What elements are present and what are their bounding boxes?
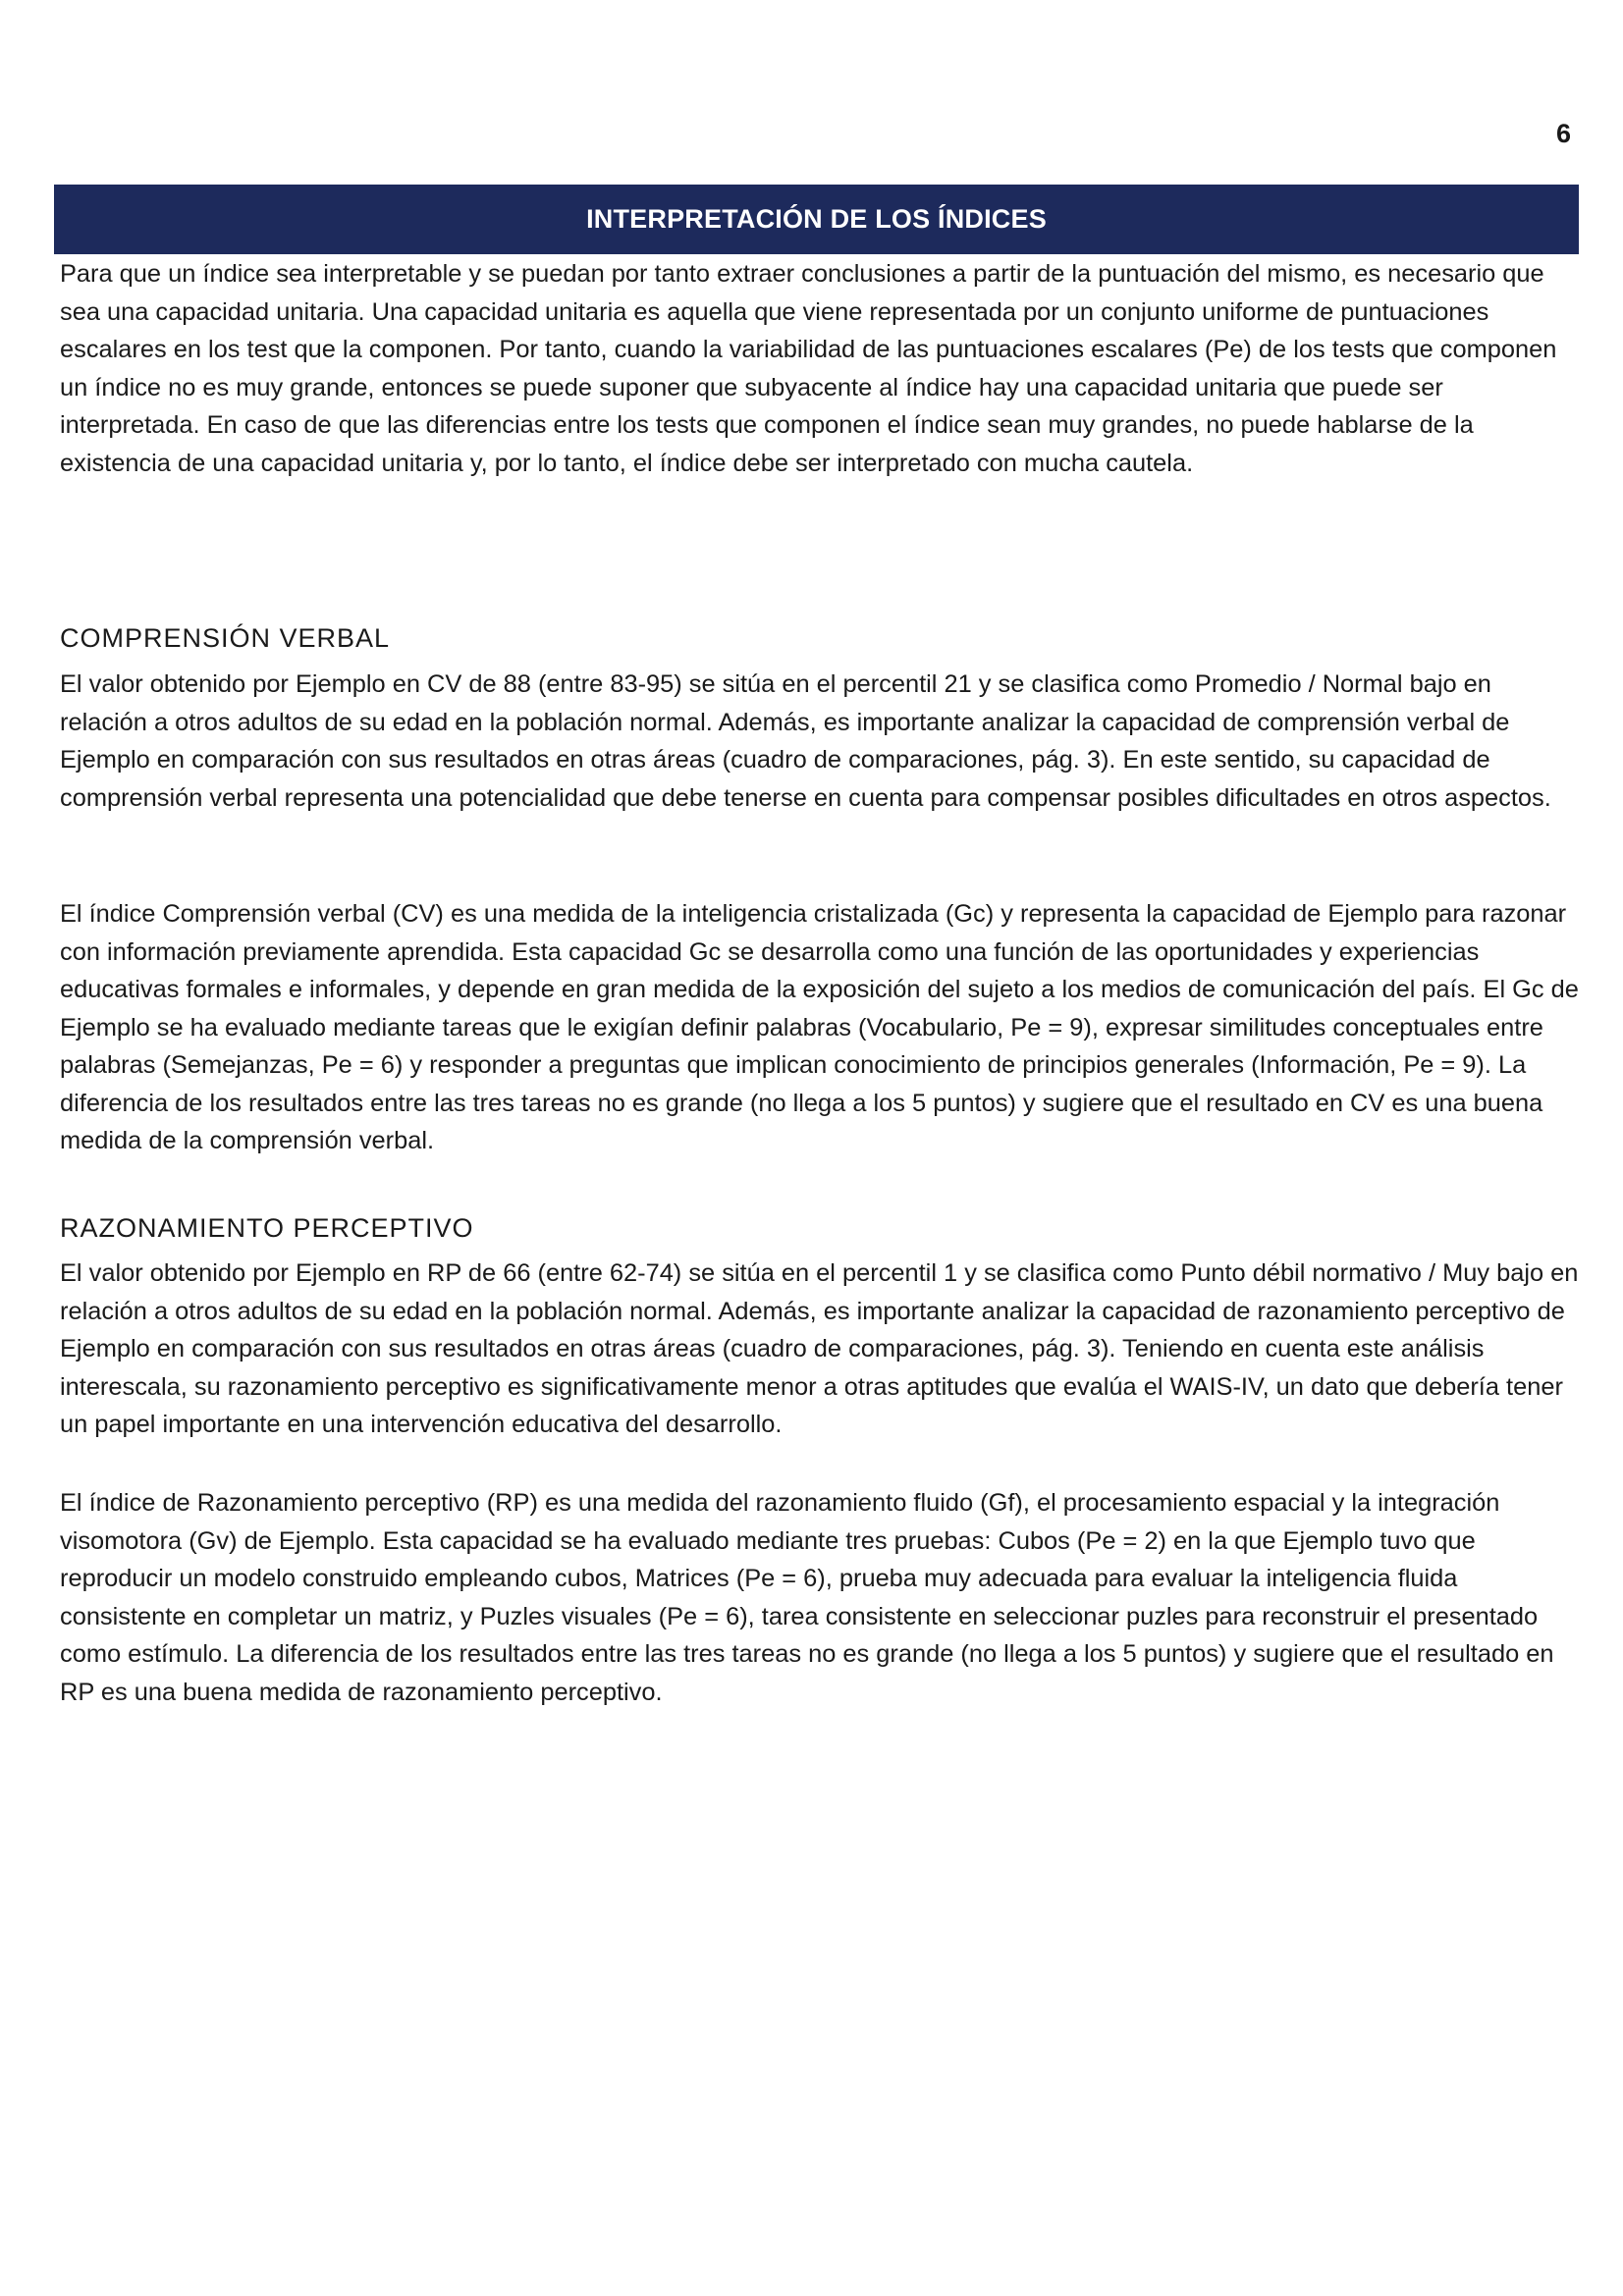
intro-text: Para que un índice sea interpretable y se puedan por tanto extraer conclusiones a partir de la puntuación del mismo, es necesario que sea una capacidad unitaria. Una capacidad unitaria es aquella que viene representada por un conjunto uniforme de puntuaciones escalares en los test que la componen. Por tanto, cuando la variabilidad de las puntuaciones escalares (Pe) de los tests que componen un índice no es muy grande, entonces se puede suponer que subyacente al índice hay una capacidad unitaria que puede ser interpretada. En caso de que las diferencias entre los tests que componen el índice sean muy grandes, no puede hablarse de la existencia de una capacidad unitaria y, por lo tanto, el índice debe ser interpretado con mucha cautela. [60,260,1557,477]
section-body-comprension-verbal [60,666,1579,817]
section-body-comprension-verbal-2 [60,895,1579,1160]
section-header-bar [54,185,1579,254]
intro-paragraph [60,255,1579,482]
paragraph: El índice de Razonamiento perceptivo (RP) es una medida del razonamiento fluido (Gf), el procesamiento espacial y la integración visomotora (Gv) de Ejemplo. Esta capacidad se ha evaluado mediante tres pruebas: Cubos (Pe = 2) en la que Ejemplo tuvo que reproducir un modelo construido empleando cubos, Matrices (Pe = 6), prueba muy adecuada para evaluar la inteligencia fluida consistente en completar un matriz, y Puzles visuales (Pe = 6), tarea consistente en seleccionar puzles para reconstruir el presentado como estímulo. La diferencia de los resultados entre las tres tareas no es grande (no llega a los 5 puntos) y sugiere que el resultado en RP es una buena medida de razonamiento perceptivo. [60,1489,1554,1706]
section-body-razonamiento-perceptivo-2 [60,1484,1579,1711]
paragraph: El valor obtenido por Ejemplo en RP de 66 (entre 62-74) se sitúa en el percentil 1 y se clasifica como Punto débil normativo / Muy bajo en relación a otros adultos de su edad en la población normal. Además, es importante analizar la capacidad de razonamiento perceptivo de Ejemplo en comparación con sus resultados en otras áreas (cuadro de comparaciones, pág. 3). Teniendo en cuenta este análisis interescala, su razonamiento perceptivo es significativamente menor a otras aptitudes que evalúa el WAIS-IV, un dato que debería tener un papel importante en una intervención educativa del desarrollo. [60,1259,1579,1438]
page-title: INTERPRETACIÓN DE LOS ÍNDICES [586,204,1047,234]
section-title-razonamiento-perceptivo: RAZONAMIENTO PERCEPTIVO [60,1213,474,1243]
section-body-razonamiento-perceptivo [60,1255,1579,1444]
paragraph: El valor obtenido por Ejemplo en CV de 88 (entre 83-95) se sitúa en el percentil 21 y se clasifica como Promedio / Normal bajo en relación a otros adultos de su edad en la población normal. Además, es importante analizar la capacidad de comprensión verbal de Ejemplo en comparación con sus resultados en otras áreas (cuadro de comparaciones, pág. 3). En este sentido, su capacidad de comprensión verbal representa una potencialidad que debe tenerse en cuenta para compensar posibles dificultades en otros aspectos. [60,670,1551,812]
section-title-comprension-verbal: COMPRENSIÓN VERBAL [60,623,391,653]
paragraph: El índice Comprensión verbal (CV) es una medida de la inteligencia cristalizada (Gc) y representa la capacidad de Ejemplo para razonar con información previamente aprendida. Esta capacidad Gc se desarrolla como una función de las oportunidades y experiencias educativas formales e informales, y depende en gran medida de la exposición del sujeto a los medios de comunicación del país. El Gc de Ejemplo se ha evaluado mediante tareas que le exigían definir palabras (Vocabulario, Pe = 9), expresar similitudes conceptuales entre palabras (Semejanzas, Pe = 6) y responder a preguntas que implican conocimiento de principios generales (Información, Pe = 9). La diferencia de los resultados entre las tres tareas no es grande (no llega a los 5 puntos) y sugiere que el resultado en CV es una buena medida de la comprensión verbal. [60,900,1579,1154]
page-number: 6 [1555,119,1571,148]
